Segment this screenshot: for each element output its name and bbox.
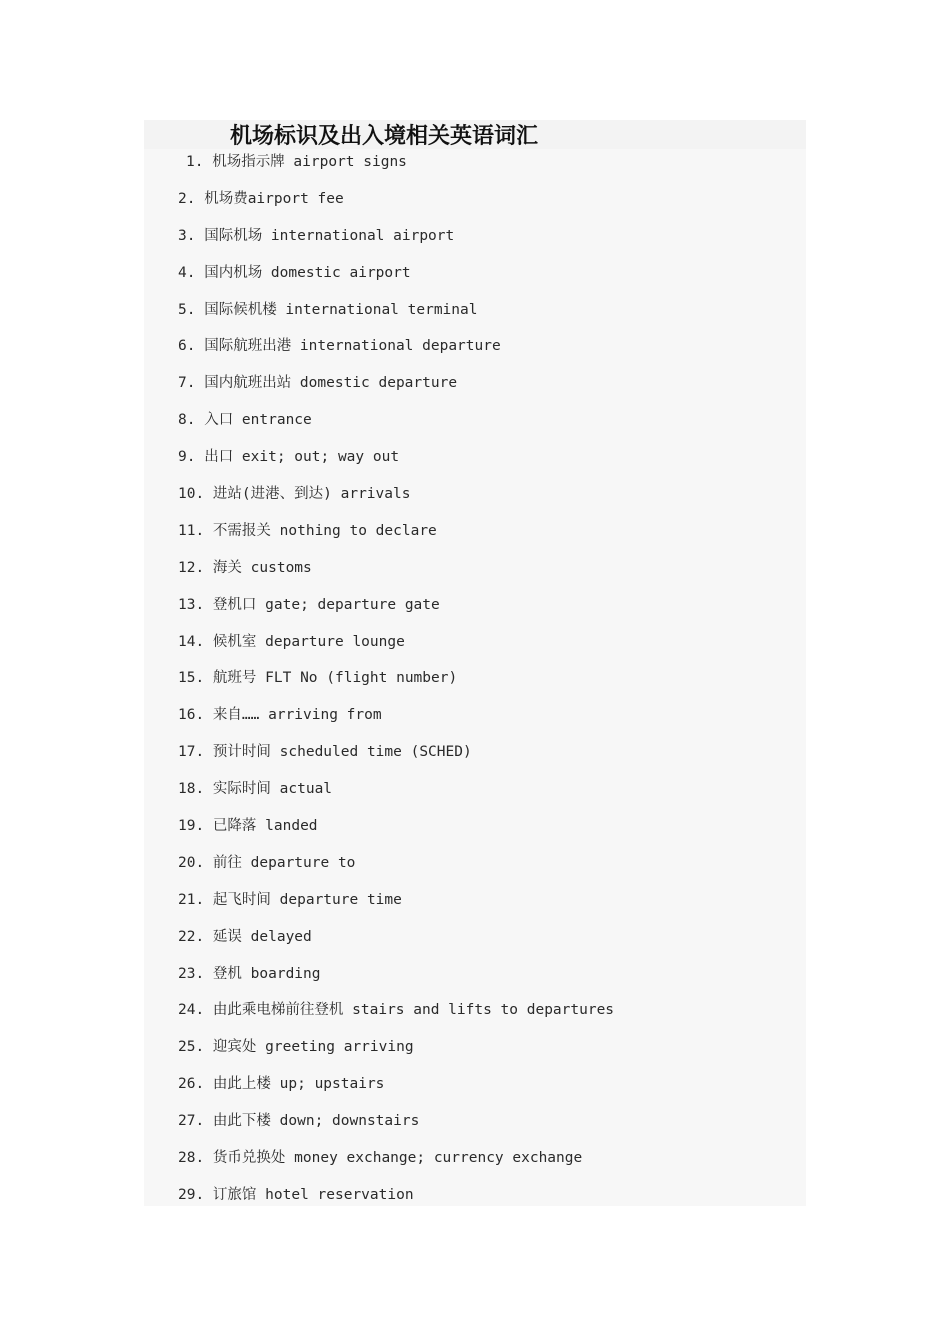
list-item: 6. 国际航班出港 international departure: [178, 338, 501, 355]
list-item: 22. 延误 delayed: [178, 928, 312, 945]
list-item: 23. 登机 boarding: [178, 965, 321, 982]
list-item: 11. 不需报关 nothing to declare: [178, 522, 437, 539]
list-item: 4. 国内机场 domestic airport: [178, 264, 411, 281]
list-item: 10. 进站(进港、到达) arrivals: [178, 486, 411, 503]
list-item: 25. 迎宾处 greeting arriving: [178, 1039, 414, 1056]
list-item: 19. 已降落 landed: [178, 818, 318, 835]
list-item: 24. 由此乘电梯前往登机 stairs and lifts to departures: [178, 1002, 615, 1019]
list-item: 8. 入口 entrance: [178, 412, 312, 429]
list-item: 20. 前往 departure to: [178, 854, 356, 871]
list-item: 26. 由此上楼 up; upstairs: [178, 1076, 385, 1093]
list-item: 16. 来自…… arriving from: [178, 707, 382, 724]
list-item: 12. 海关 customs: [178, 559, 312, 576]
list-item: 14. 候机室 departure lounge: [178, 633, 405, 650]
list-item: 18. 实际时间 actual: [178, 781, 333, 798]
list-item: 27. 由此下楼 down; downstairs: [178, 1113, 420, 1130]
list-item: 28. 货币兑换处 money exchange; currency exchange: [178, 1150, 583, 1167]
list-item: 17. 预计时间 scheduled time (SCHED): [178, 744, 472, 761]
list-item: 7. 国内航班出站 domestic departure: [178, 375, 458, 392]
list-item: 15. 航班号 FLT No (flight number): [178, 670, 458, 687]
list-item: 5. 国际候机楼 international terminal: [178, 301, 478, 318]
document-title: 机场标识及出入境相关英语词汇: [230, 123, 539, 149]
list-item: 9. 出口 exit; out; way out: [178, 449, 400, 466]
vocabulary-list: [178, 150, 614, 1220]
list-item: 3. 国际机场 international airport: [178, 227, 455, 244]
list-item: 1. 机场指示牌 airport signs: [186, 154, 407, 170]
list-item: 13. 登机口 gate; departure gate: [178, 596, 440, 613]
list-item: 21. 起飞时间 departure time: [178, 891, 402, 908]
list-item: 2. 机场费airport fee: [178, 190, 344, 207]
list-item: 29. 订旅馆 hotel reservation: [178, 1186, 414, 1203]
